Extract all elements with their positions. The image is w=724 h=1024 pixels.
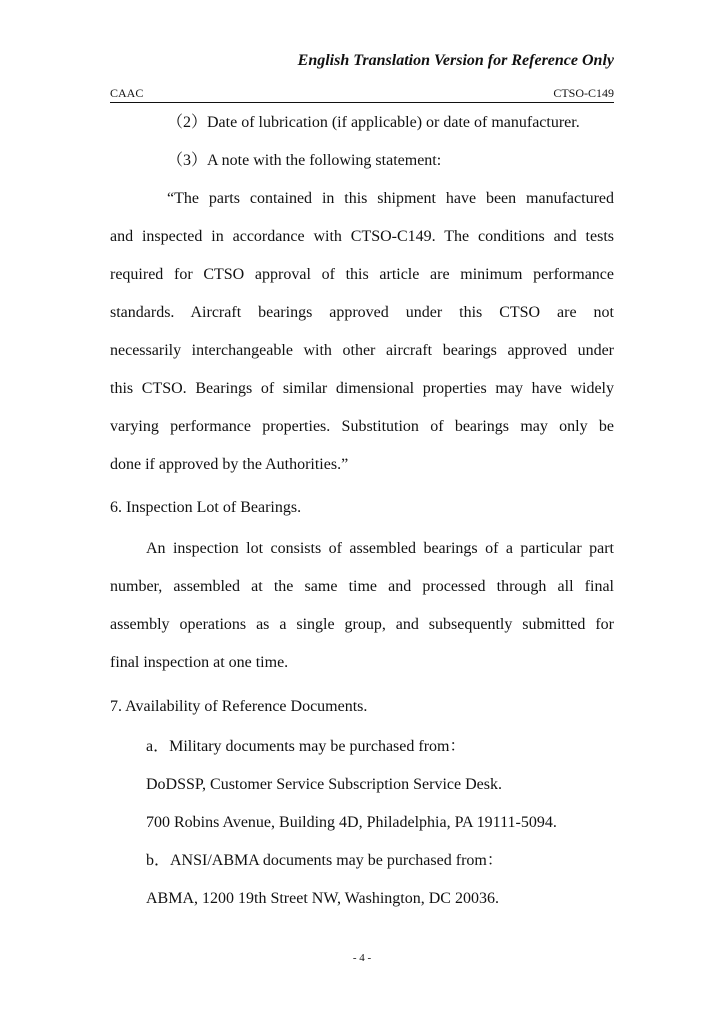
quote-line: necessarily interchangeable with other aircraft bearings approved under xyxy=(110,342,614,359)
quote-line: this CTSO. Bearings of similar dimensional properties may have widely xyxy=(110,380,614,397)
address-line: 700 Robins Avenue, Building 4D, Philadelphia, PA 19111-5094. xyxy=(146,814,557,831)
quote-line: required for CTSO approval of this article are minimum performance xyxy=(110,266,614,283)
quote-line: done if approved by the Authorities.” xyxy=(110,456,349,473)
paragraph-line: number, assembled at the same time and processed through all final xyxy=(110,578,614,595)
paragraph-line: An inspection lot consists of assembled bearings of a particular part xyxy=(146,540,614,557)
address-line: DoDSSP, Customer Service Subscription Service Desk. xyxy=(146,776,502,793)
header-title: English Translation Version for Reference Only xyxy=(297,52,614,69)
paragraph-line: assembly operations as a single group, and subsequently submitted for xyxy=(110,616,614,633)
page-number: - 4 - xyxy=(352,952,372,964)
quote-line: and inspected in accordance with CTSO-C149. The conditions and tests xyxy=(110,228,614,245)
quote-line: standards. Aircraft bearings approved under this CTSO are not xyxy=(110,304,614,321)
quote-line: varying performance properties. Substitution of bearings may only be xyxy=(110,418,614,435)
paragraph-line: final inspection at one time. xyxy=(110,654,289,671)
section-heading-inspection-lot: 6. Inspection Lot of Bearings. xyxy=(110,499,302,516)
header-org: CAAC xyxy=(110,86,144,100)
address-line: ABMA, 1200 19th Street NW, Washington, DC 20036. xyxy=(146,890,499,907)
quote-line: “The parts contained in this shipment have been manufactured xyxy=(167,190,614,207)
header-divider xyxy=(110,102,614,103)
list-item-lubrication-date: （2）Date of lubrication (if applicable) or date of manufacturer. xyxy=(167,114,580,131)
running-header xyxy=(110,86,614,101)
section-heading-reference-documents: 7. Availability of Reference Documents. xyxy=(110,698,368,715)
list-item-note-statement: （3）A note with the following statement: xyxy=(167,152,442,169)
header-doc-number: CTSO-C149 xyxy=(553,86,614,100)
reference-item-military: a．Military documents may be purchased from： xyxy=(146,738,466,755)
reference-item-abma: b．ANSI/ABMA documents may be purchased from： xyxy=(146,852,503,869)
